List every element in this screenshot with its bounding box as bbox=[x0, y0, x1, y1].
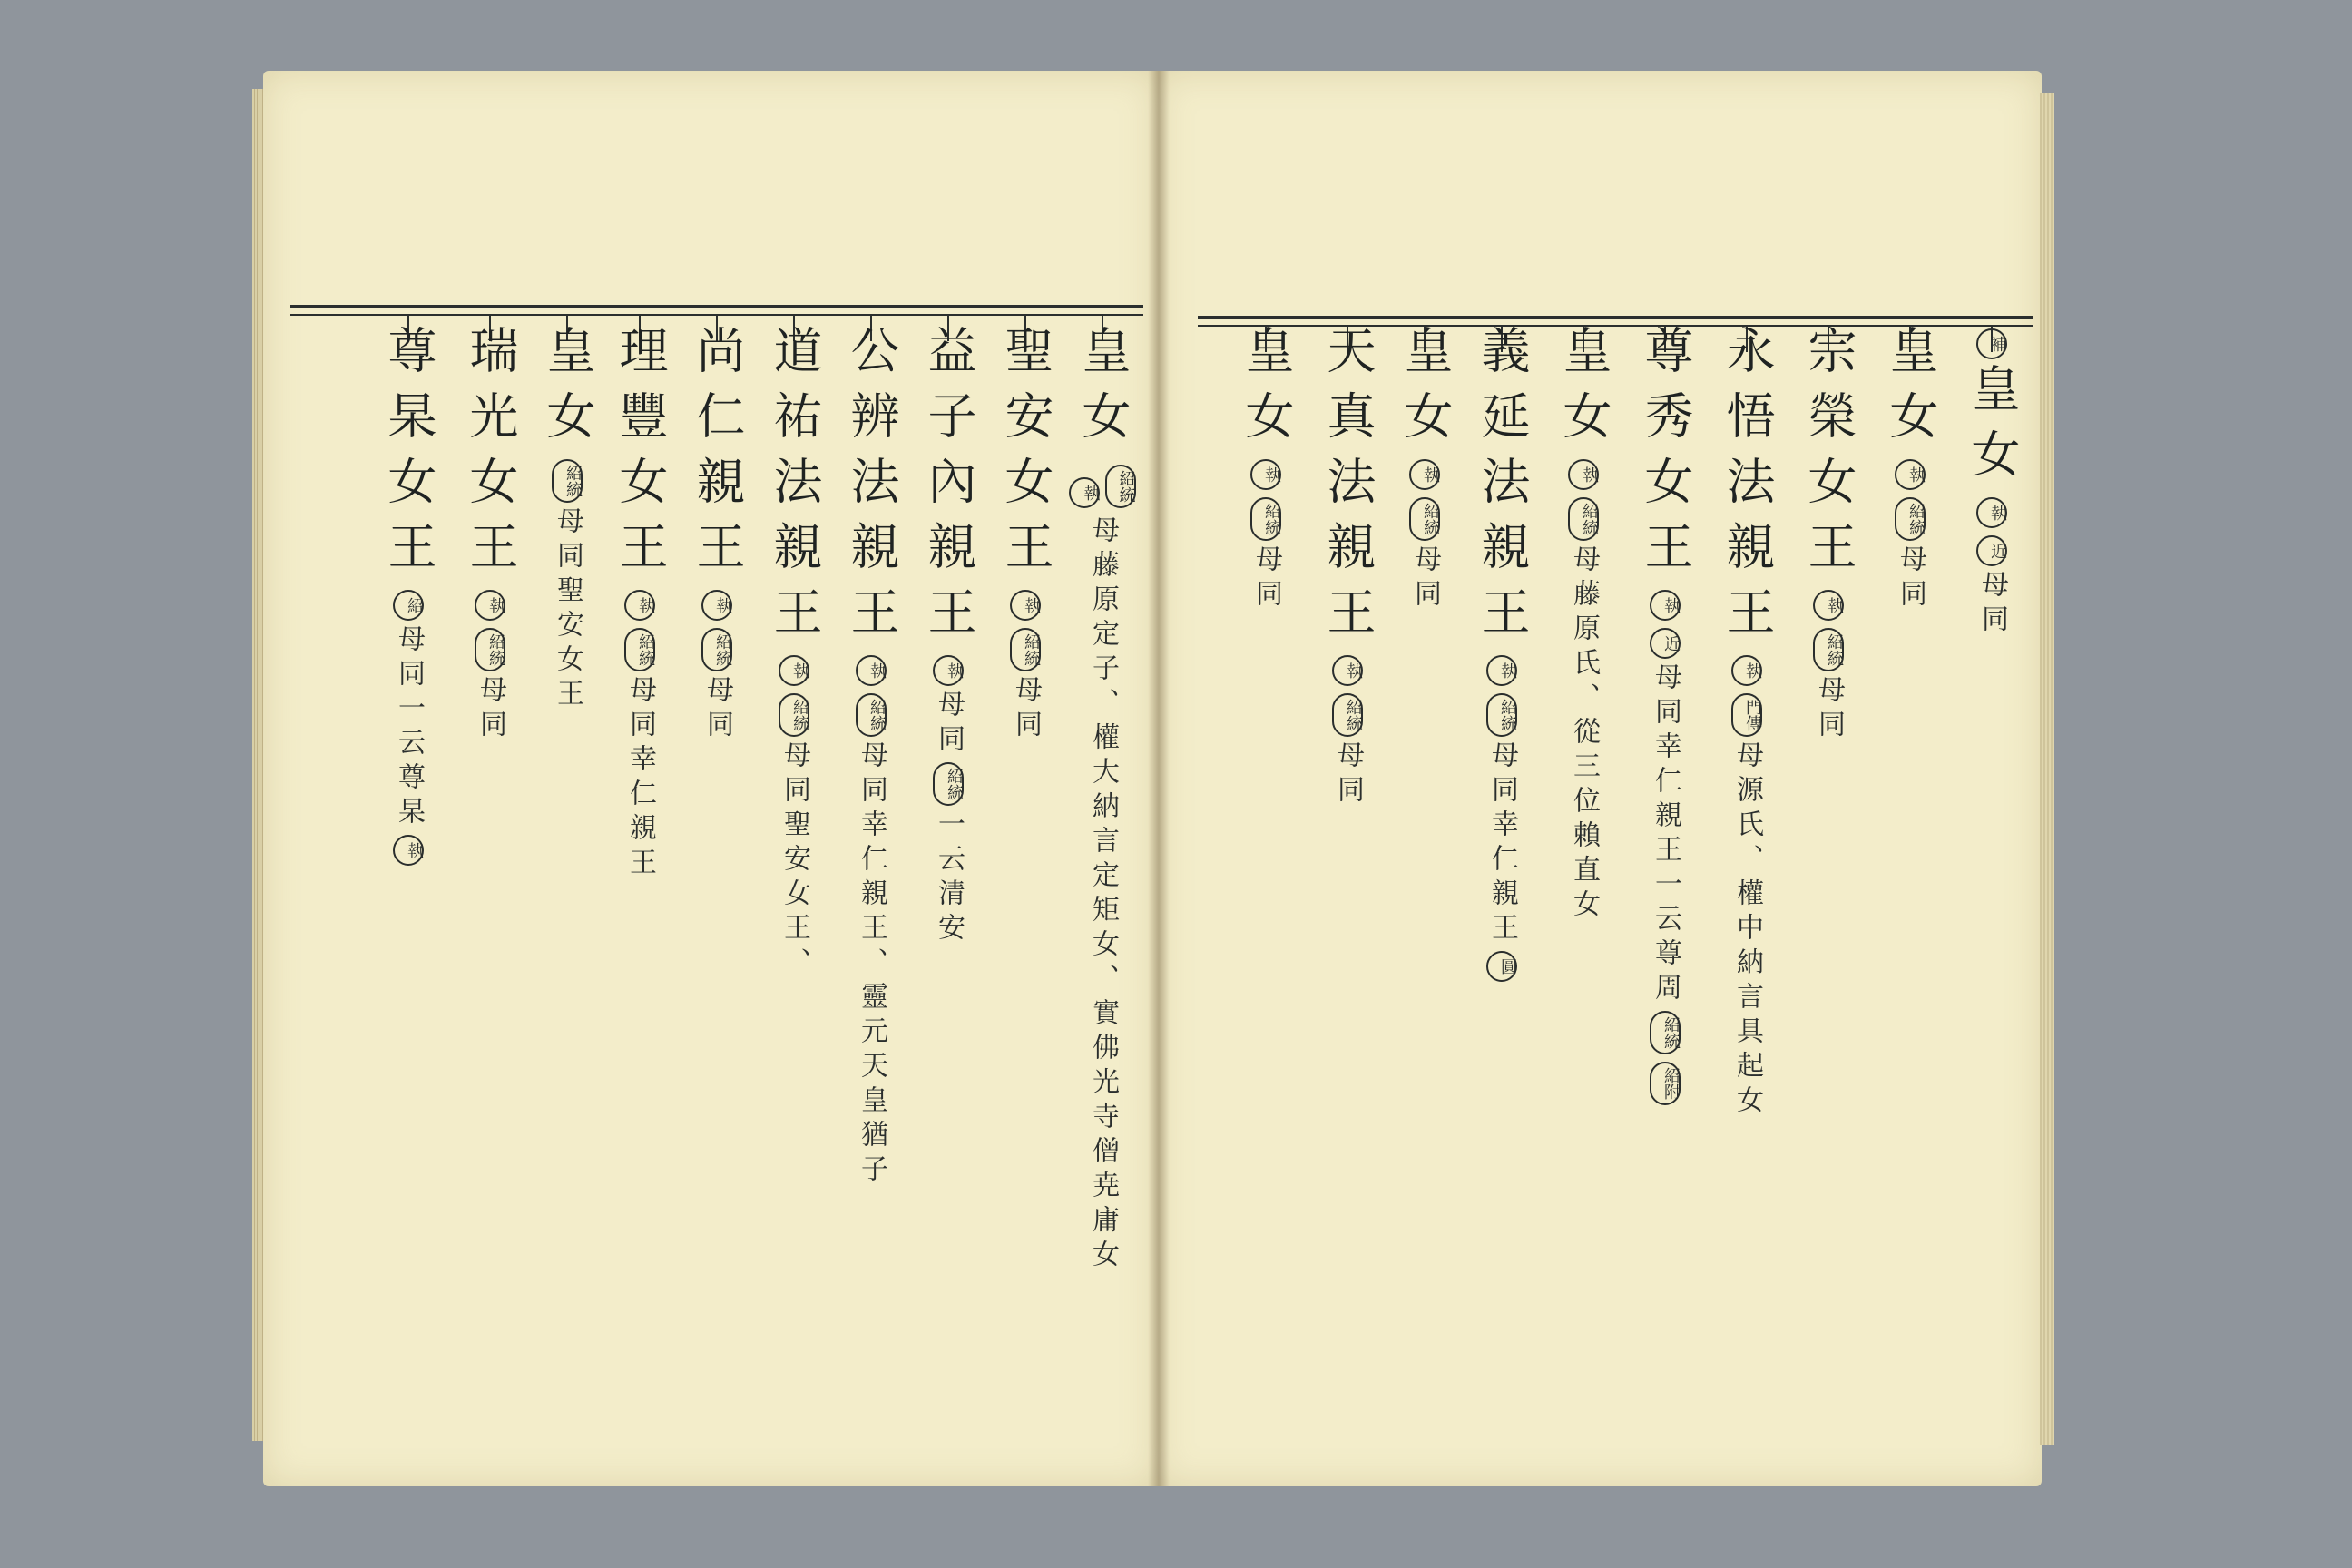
seal-mark: 紹統 bbox=[1813, 628, 1844, 671]
entry-column bbox=[1384, 325, 1465, 613]
entry-note: 母同 bbox=[393, 624, 425, 693]
page-edges-right bbox=[2040, 93, 2054, 1445]
entry-column bbox=[1951, 325, 2033, 639]
seal-mark: 紹統 bbox=[1332, 693, 1363, 737]
entry-column bbox=[1307, 325, 1388, 809]
seal-mark: 紹統 bbox=[475, 628, 505, 671]
entry-note: 一云尊杲 bbox=[393, 693, 425, 831]
entry-name: 皇女 bbox=[1555, 325, 1612, 456]
seal-mark: 紹統 bbox=[1568, 497, 1599, 541]
entry-note: 一云清安 bbox=[933, 809, 965, 947]
entry-note: 母同 bbox=[1332, 740, 1364, 809]
seal-mark: 執 bbox=[475, 590, 505, 621]
seal-mark: 執 bbox=[856, 655, 887, 686]
seal-mark: 紹統 bbox=[1486, 693, 1517, 737]
entry-name: 義延法親王 bbox=[1474, 325, 1531, 652]
entry-column bbox=[1225, 325, 1307, 613]
entry-name: 尊秀女王 bbox=[1637, 325, 1694, 586]
seal-mark: 紹統 bbox=[1895, 497, 1926, 541]
entry-note: 母同聖安女王 bbox=[552, 506, 583, 713]
entry-name: 皇女 bbox=[1074, 325, 1132, 456]
seal-mark: 紹統 bbox=[856, 693, 887, 737]
seal-mark: 執 bbox=[1069, 477, 1100, 508]
seal-mark: 執 bbox=[393, 835, 424, 866]
entry-column bbox=[1062, 325, 1143, 1274]
entry-name: 天真法親王 bbox=[1319, 325, 1377, 652]
entry-column bbox=[907, 325, 989, 947]
open-book bbox=[263, 71, 2042, 1486]
entry-note: 母同 bbox=[701, 675, 733, 744]
seal-mark: 執 bbox=[1813, 590, 1844, 621]
entry-name: 永悟法親王 bbox=[1719, 325, 1776, 652]
entry-name: 皇女 bbox=[1238, 325, 1295, 456]
seal-mark: 紹統 bbox=[1409, 497, 1440, 541]
entry-column bbox=[1543, 325, 1624, 924]
seal-mark: 紹統 bbox=[1650, 1011, 1681, 1054]
entry-column bbox=[526, 325, 608, 713]
entry-note: 母同 bbox=[1250, 544, 1282, 613]
seal-mark: 執 bbox=[1010, 590, 1041, 621]
seal-mark: 補 bbox=[1976, 328, 2007, 359]
seal-mark: 紹統 bbox=[552, 459, 583, 503]
seal-mark: 近 bbox=[1650, 628, 1681, 659]
entry-column bbox=[449, 325, 531, 744]
entry-note: 一云尊周 bbox=[1650, 869, 1681, 1007]
seal-mark: 執 bbox=[1731, 655, 1762, 686]
book-gutter bbox=[1148, 71, 1170, 1486]
seal-mark: 執 bbox=[779, 655, 809, 686]
seal-mark: 紹統 bbox=[1010, 628, 1041, 671]
entry-note: 母同 bbox=[1409, 544, 1441, 613]
entry-column bbox=[1706, 325, 1788, 1120]
entry-name: 道祐法親王 bbox=[766, 325, 823, 652]
entry-note: 母同 bbox=[1813, 675, 1845, 744]
entry-name: 皇女 bbox=[1964, 363, 2021, 494]
seal-mark: 執 bbox=[1486, 655, 1517, 686]
seal-mark: 執 bbox=[624, 590, 655, 621]
entry-name: 宗榮女王 bbox=[1800, 325, 1857, 586]
entry-note: 母同幸仁親王 bbox=[1650, 662, 1681, 869]
seal-mark: 執 bbox=[1409, 459, 1440, 490]
entry-column bbox=[830, 325, 912, 1189]
seal-mark: 紹統 bbox=[701, 628, 732, 671]
seal-mark: 紹統 bbox=[779, 693, 809, 737]
entry-column bbox=[1624, 325, 1706, 1109]
entry-note: 母同 bbox=[475, 675, 506, 744]
entry-column bbox=[1461, 325, 1543, 985]
entry-note: 母同 bbox=[933, 690, 965, 759]
seal-mark: 執 bbox=[1568, 459, 1599, 490]
seal-mark: 紹統 bbox=[624, 628, 655, 671]
entry-column bbox=[368, 325, 449, 869]
seal-mark: 門傳 bbox=[1731, 693, 1762, 737]
entry-note: 母同 bbox=[1010, 675, 1042, 744]
seal-mark: 紹附 bbox=[1650, 1062, 1681, 1105]
entry-name: 公辨法親王 bbox=[843, 325, 900, 652]
entry-note: 母同 bbox=[1976, 570, 2008, 639]
left-rule-top bbox=[290, 305, 1143, 308]
entry-name: 尚仁親王 bbox=[689, 325, 746, 586]
entry-note: 母同幸仁親王、靈元天皇猶子 bbox=[856, 740, 887, 1189]
entry-note: 母源氏、權中納言具起女 bbox=[1731, 740, 1763, 1120]
seal-mark: 紹統 bbox=[933, 762, 964, 806]
seal-mark: 執 bbox=[701, 590, 732, 621]
entry-name: 尊杲女王 bbox=[380, 325, 437, 586]
seal-mark: 圓 bbox=[1486, 951, 1517, 982]
seal-mark: 執 bbox=[1650, 590, 1681, 621]
entry-name: 益子內親王 bbox=[920, 325, 977, 652]
seal-mark: 執 bbox=[1332, 655, 1363, 686]
entry-name: 瑞光女王 bbox=[462, 325, 519, 586]
entry-name: 聖安女王 bbox=[997, 325, 1054, 586]
seal-mark: 執 bbox=[1895, 459, 1926, 490]
entry-column bbox=[599, 325, 681, 882]
seal-mark: 紹統 bbox=[1105, 465, 1136, 508]
seal-mark: 紹統 bbox=[1250, 497, 1281, 541]
entry-note: 母同聖安女王、 bbox=[779, 740, 810, 982]
entry-name: 皇女 bbox=[539, 325, 596, 456]
seal-mark: 近 bbox=[1976, 535, 2007, 566]
seal-mark: 紹 bbox=[393, 590, 424, 621]
entry-column bbox=[985, 325, 1066, 744]
right-rule-top bbox=[1198, 316, 2033, 318]
entry-name: 皇女 bbox=[1882, 325, 1939, 456]
entry-note: 母藤原定子、權大納言定矩女、實佛光寺僧尭庸女 bbox=[1087, 515, 1119, 1274]
seal-mark: 執 bbox=[933, 655, 964, 686]
entry-note: 母同幸仁親王 bbox=[624, 675, 656, 882]
seal-mark: 執 bbox=[1976, 497, 2007, 528]
entry-column bbox=[676, 325, 758, 744]
entry-column bbox=[1869, 325, 1951, 613]
entry-name: 皇女 bbox=[1396, 325, 1454, 456]
entry-note: 母同幸仁親王 bbox=[1486, 740, 1518, 947]
entry-name: 理豐女王 bbox=[612, 325, 669, 586]
entry-note: 母藤原氏、從三位賴直女 bbox=[1568, 544, 1600, 924]
entry-note: 母同 bbox=[1895, 544, 1926, 613]
seal-mark: 執 bbox=[1250, 459, 1281, 490]
entry-column bbox=[753, 325, 835, 982]
entry-column bbox=[1788, 325, 1869, 744]
